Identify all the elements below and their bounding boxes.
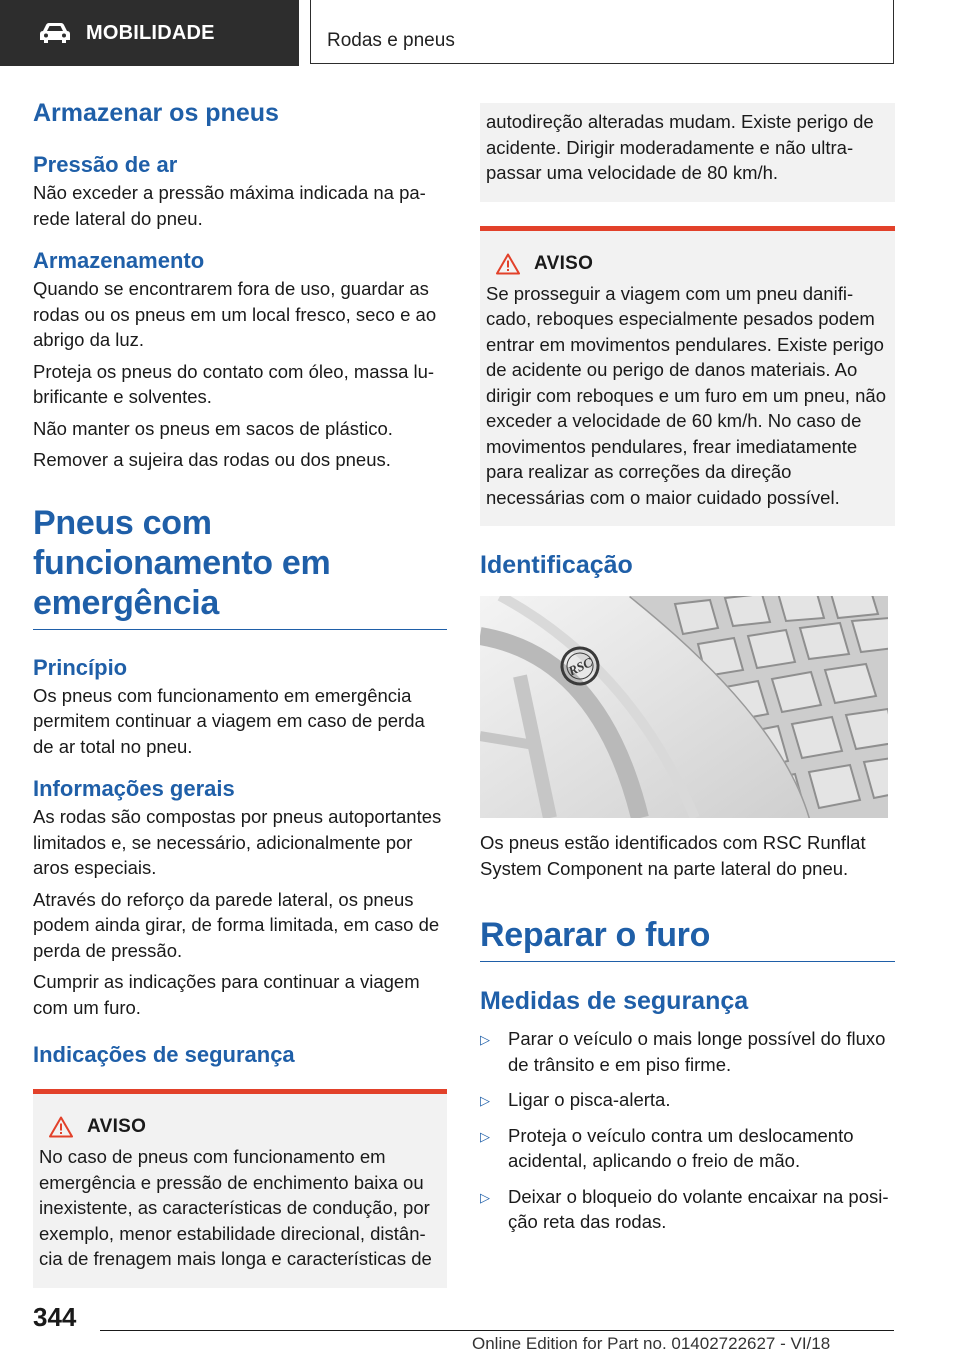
safety-steps-list (480, 1026, 895, 1235)
armazenar-title: Armazenar os pneus (33, 99, 279, 127)
warning-continuation-text: autodireção alteradas mudam. Existe perigo de acidente. Dirigir moderadamente e não ultrapassar uma velocidade de 80 km/h. (486, 111, 874, 183)
left-column (33, 98, 447, 1288)
triangle-bullet-icon: ▷ (480, 1189, 490, 1205)
armazenamento-p2: Proteja os pneus do contato com óleo, massa lubrificante e solventes. (33, 360, 435, 407)
car-icon (38, 22, 72, 44)
runflat-title: Pneus com funcionamento em emergência (33, 503, 447, 630)
warning-icon (49, 1116, 73, 1138)
page-number: 344 (33, 1302, 77, 1332)
warning-text: No caso de pneus com funcionamento em emergência e pressão de enchimento baixa ou inexistente, as características de condução, por exemplo, menor estabilidade direcional, distância de frenagem mais longa e características de (39, 1146, 432, 1269)
warning-icon (496, 253, 520, 275)
triangle-bullet-icon: ▷ (480, 1093, 490, 1108)
footer-divider (100, 1330, 894, 1331)
list-item: ▷ Parar o veículo o mais longe possível do fluxo de trânsito e em piso firme. (480, 1026, 895, 1077)
seguranca-title: Indicações de segurança (33, 1042, 295, 1067)
chapter-tab (310, 0, 894, 64)
section-label: MOBILIDADE (86, 21, 215, 44)
warning-label: AVISO (534, 252, 594, 274)
reparar-title: Reparar o furo (480, 915, 895, 962)
rsc-tire-image (480, 596, 888, 818)
rsc-logo: RSC (565, 654, 595, 679)
ident-text: Os pneus estão identificados com RSC Runflat System Component na parte lateral do pneu. (480, 832, 866, 879)
armazenamento-p1: Quando se encontrarem fora de uso, guardar as rodas ou os pneus em um local fresco, seco e ao abrigo da luz. (33, 278, 437, 350)
warning-box (33, 1089, 447, 1288)
pressao-text: Não exceder a pressão máxima indicada na parede lateral do pneu. (33, 182, 426, 229)
page-header (0, 0, 960, 66)
info-p1: As rodas são compostas por pneus autoportantes limitados e, se necessário, adicionalmente por aros especiais. (33, 806, 442, 878)
edition-text: Online Edition for Part no. 01402722627 - VI/18 (472, 1334, 831, 1353)
triangle-bullet-icon: ▷ (480, 1128, 490, 1144)
info-p3: Cumprir as indicações para continuar a viagem com um furo. (33, 971, 420, 1018)
armazenamento-p4: Remover a sujeira das rodas ou dos pneus. (33, 449, 391, 470)
section-tab (0, 0, 299, 66)
armazenamento-title: Armazenamento (33, 248, 205, 273)
warning-continuation (480, 103, 895, 202)
list-item: ▷ Ligar o pisca-alerta. (480, 1087, 895, 1113)
warning-text: Se prosseguir a viagem com um pneu danificado, reboques especialmente pesados podem entrar em movimentos pendulares. Existe perigo de acidente ou perigo de danos materiais. Ao dirigir com reboques e um furo em um pneu, não exceder a velocidade de 60 km/h. No caso de movimentos pendulares, frear imediatamente para realizar as correções da direção necessárias com o maior cuidado possível. (486, 282, 887, 508)
principio-title: Princípio (33, 654, 128, 680)
info-title: Informações gerais (33, 776, 235, 801)
list-item: ▷ Deixar o bloqueio do volante encaixar na posição reta das rodas. (480, 1184, 895, 1235)
list-item: ▷ Proteja o veículo contra um deslocamento acidental, aplicando o freio de mão. (480, 1123, 895, 1174)
info-p2: Através do reforço da parede lateral, os pneus podem ainda girar, de forma limitada, em caso de perda de pressão. (33, 888, 440, 961)
chapter-label: Rodas e pneus (327, 30, 455, 51)
right-column (480, 103, 895, 1245)
pressao-title: Pressão de ar (33, 152, 178, 177)
medidas-title: Medidas de segurança (480, 987, 749, 1015)
warning-box (480, 226, 895, 527)
principio-text: Os pneus com funcionamento em emergência permitem continuar a viagem em caso de perda de ar total no pneu. (33, 684, 425, 757)
ident-title: Identificação (480, 551, 633, 579)
armazenamento-p3: Não manter os pneus em sacos de plástico. (33, 417, 393, 439)
triangle-bullet-icon: ▷ (480, 1032, 490, 1047)
warning-label: AVISO (87, 1116, 147, 1137)
